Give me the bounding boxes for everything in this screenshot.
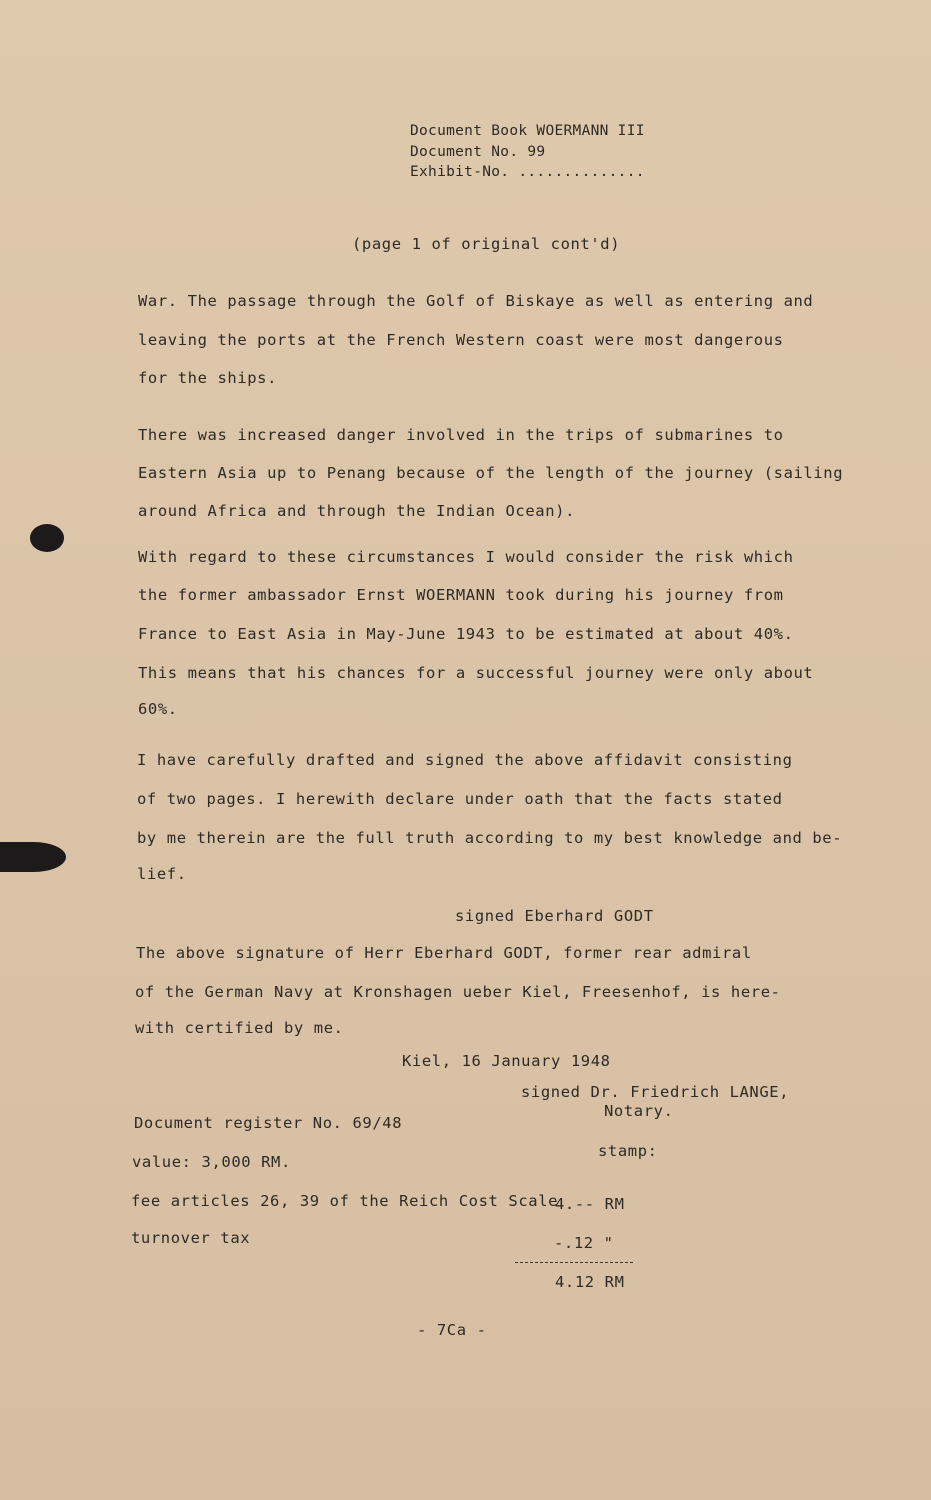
stamp-label: stamp: [598,1142,658,1160]
sum-rule [515,1262,633,1263]
certification-line: of the German Navy at Kronshagen ueber Kiel, Freesenhof, is here- [135,983,781,1001]
paragraph-line: around Africa and through the Indian Ocean). [138,502,575,520]
paragraph-line: There was increased danger involved in the trips of submarines to [138,426,784,444]
paragraph-line: With regard to these circumstances I would consider the risk which [138,548,794,566]
paragraph-line: France to East Asia in May-June 1943 to be estimated at about 40%. [138,625,794,643]
paragraph-line: lief. [137,865,187,883]
page-continuation-note: (page 1 of original cont'd) [352,235,621,253]
document-register: Document register No. 69/48 [134,1114,403,1132]
punch-hole-top [30,524,64,552]
paragraph-line: for the ships. [138,369,278,387]
paragraph-line: 60%. [138,700,178,718]
signature-godt: signed Eberhard GODT [455,907,654,925]
paragraph-line: War. The passage through the Golf of Biskaye as well as entering and [138,292,814,310]
paragraph-line: of two pages. I herewith declare under oath that the facts stated [137,790,783,808]
turnover-tax-label: turnover tax [131,1229,251,1247]
paragraph-line: This means that his chances for a successful journey were only about [138,664,814,682]
paragraph-line: by me therein are the full truth according to my best knowledge and be- [137,829,843,847]
paragraph-line: Eastern Asia up to Penang because of the length of the journey (sailing [138,464,844,482]
fee-amount: 4.-- RM [555,1195,625,1213]
turnover-tax-amount: -.12 " [554,1234,614,1252]
page-number: - 7Ca - [417,1321,487,1339]
notary-title: Notary. [604,1102,674,1120]
certification-line: with certified by me. [135,1019,344,1037]
document-number-label: Document No. 99 [410,144,546,160]
punch-hole-bottom [0,842,66,872]
document-book-label: Document Book WOERMANN III [410,123,645,139]
paragraph-line: leaving the ports at the French Western coast were most dangerous [138,331,784,349]
paragraph-line: I have carefully drafted and signed the above affidavit consisting [137,751,793,769]
total-amount: 4.12 RM [555,1273,625,1291]
certification-line: The above signature of Herr Eberhard GODT, former rear admiral [136,944,752,962]
value-line: value: 3,000 RM. [132,1153,291,1171]
paragraph-line: the former ambassador Ernst WOERMANN took during his journey from [138,586,784,604]
fee-label: fee articles 26, 39 of the Reich Cost Scale [131,1192,559,1210]
notary-signature: signed Dr. Friedrich LANGE, [521,1083,790,1101]
place-date: Kiel, 16 January 1948 [402,1052,611,1070]
exhibit-number-label: Exhibit-No. .............. [410,164,645,180]
